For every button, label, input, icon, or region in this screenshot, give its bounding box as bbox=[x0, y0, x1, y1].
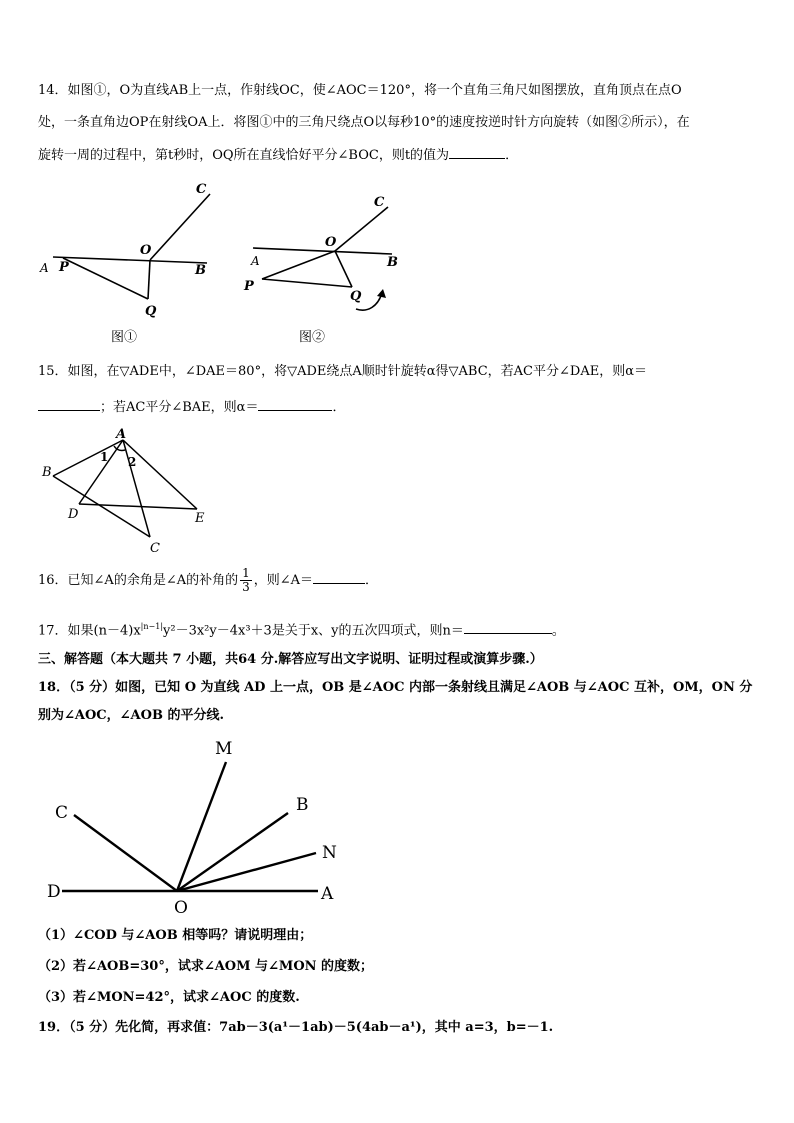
q16-line: 16．已知∠A的余角是∠A的补角的 $\frac{1}{3}$ ，则∠A＝ ． bbox=[38, 566, 379, 594]
q15-label-a: A bbox=[116, 427, 127, 442]
q18-sub-2: （2）若∠AOB=30°，试求∠AOM 与∠MON 的度数； bbox=[38, 959, 374, 974]
q18-sub-1: （1）∠COD 与∠AOB 相等吗？请说明理由； bbox=[38, 928, 313, 943]
q15-line-2: ；若AC平分∠BAE，则α＝ ． bbox=[38, 396, 345, 417]
fig1-caption: 图① bbox=[111, 330, 138, 345]
fig2-label-o: O bbox=[325, 235, 337, 250]
fig2-label-b: B bbox=[387, 255, 398, 270]
q15-label-b: B bbox=[42, 465, 52, 480]
fig1-label-p: P bbox=[59, 260, 69, 275]
q19-line: 19．（5 分）先化简，再求值：7ab－3(a¹－1ab)－5(4ab－a¹)，其中 a=3，b=－1. bbox=[38, 1020, 554, 1035]
q18-line-1: 18．（5 分）如图，已知 O 为直线 AD 上一点，OB 是∠AOC 内部一条射线且满足∠AOB 与∠AOC 互补，OM，ON 分 bbox=[38, 680, 753, 695]
q18-label-b: B bbox=[296, 795, 309, 815]
fig1-label-c: C bbox=[196, 182, 207, 197]
q18-label-n: N bbox=[322, 843, 337, 863]
q18-line-2: 别为∠AOC，∠AOB 的平分线. bbox=[38, 708, 224, 723]
q18-label-m: M bbox=[215, 739, 233, 759]
q15-line-1: 15．如图，在▽ADE中，∠DAE＝80°，将▽ADE绕点A顺时针旋转α得▽ABC，若AC平分∠DAE，则α＝ bbox=[38, 364, 647, 379]
fig2-label-q: Q bbox=[350, 289, 362, 304]
q18-label-c: C bbox=[55, 803, 69, 823]
q14-line-1: 14．如图①，O为直线AB上一点，作射线OC，使∠AOC＝120°，将一个直角三角尺如图摆放，直角顶点在点O bbox=[38, 83, 682, 98]
q15-angle-1-label: 1 bbox=[100, 450, 109, 464]
q18-sub-3: （3）若∠MON=42°，试求∠AOC 的度数. bbox=[38, 990, 300, 1005]
fig1-label-a: A bbox=[40, 261, 49, 275]
q15-label-c: C bbox=[150, 541, 160, 556]
q17-line: 17．如果$(n-4)x^{|n-1|}y^2-3x^2y-4x^3+3$是关于x、y的五次四项式，则n＝ 。 bbox=[38, 618, 565, 640]
q18-label-d: D bbox=[47, 882, 61, 902]
fig2-label-c: C bbox=[374, 195, 385, 210]
fig1-label-o: O bbox=[140, 243, 152, 258]
fig2-caption: 图② bbox=[299, 330, 326, 345]
fig2-label-a: A bbox=[251, 254, 260, 268]
fig1-label-b: B bbox=[195, 263, 206, 278]
q15-angle-2-label: 2 bbox=[128, 455, 137, 469]
section-3-heading: 三、解答题（本大题共 7 小题，共64 分.解答应写出文字说明、证明过程或演算步骤.） bbox=[38, 652, 543, 667]
fig1-label-q: Q bbox=[145, 304, 157, 319]
q16-fraction: $\frac{1}{3}$ bbox=[242, 566, 250, 594]
q15-label-d: D bbox=[68, 507, 79, 522]
q14-line-2: 处，一条直角边OP在射线OA上．将图①中的三角尺绕点O以每秒10°的速度按逆时针方向旋转（如图②所示），在 bbox=[38, 115, 690, 130]
fig2-label-p: P bbox=[244, 279, 254, 294]
q18-label-o: O bbox=[174, 898, 188, 918]
q14-line-3: 旋转一周的过程中，第t秒时，OQ所在直线恰好平分∠BOC，则t的值为 ． bbox=[38, 144, 518, 165]
q15-label-e: E bbox=[195, 511, 205, 526]
q18-label-a: A bbox=[321, 884, 334, 904]
